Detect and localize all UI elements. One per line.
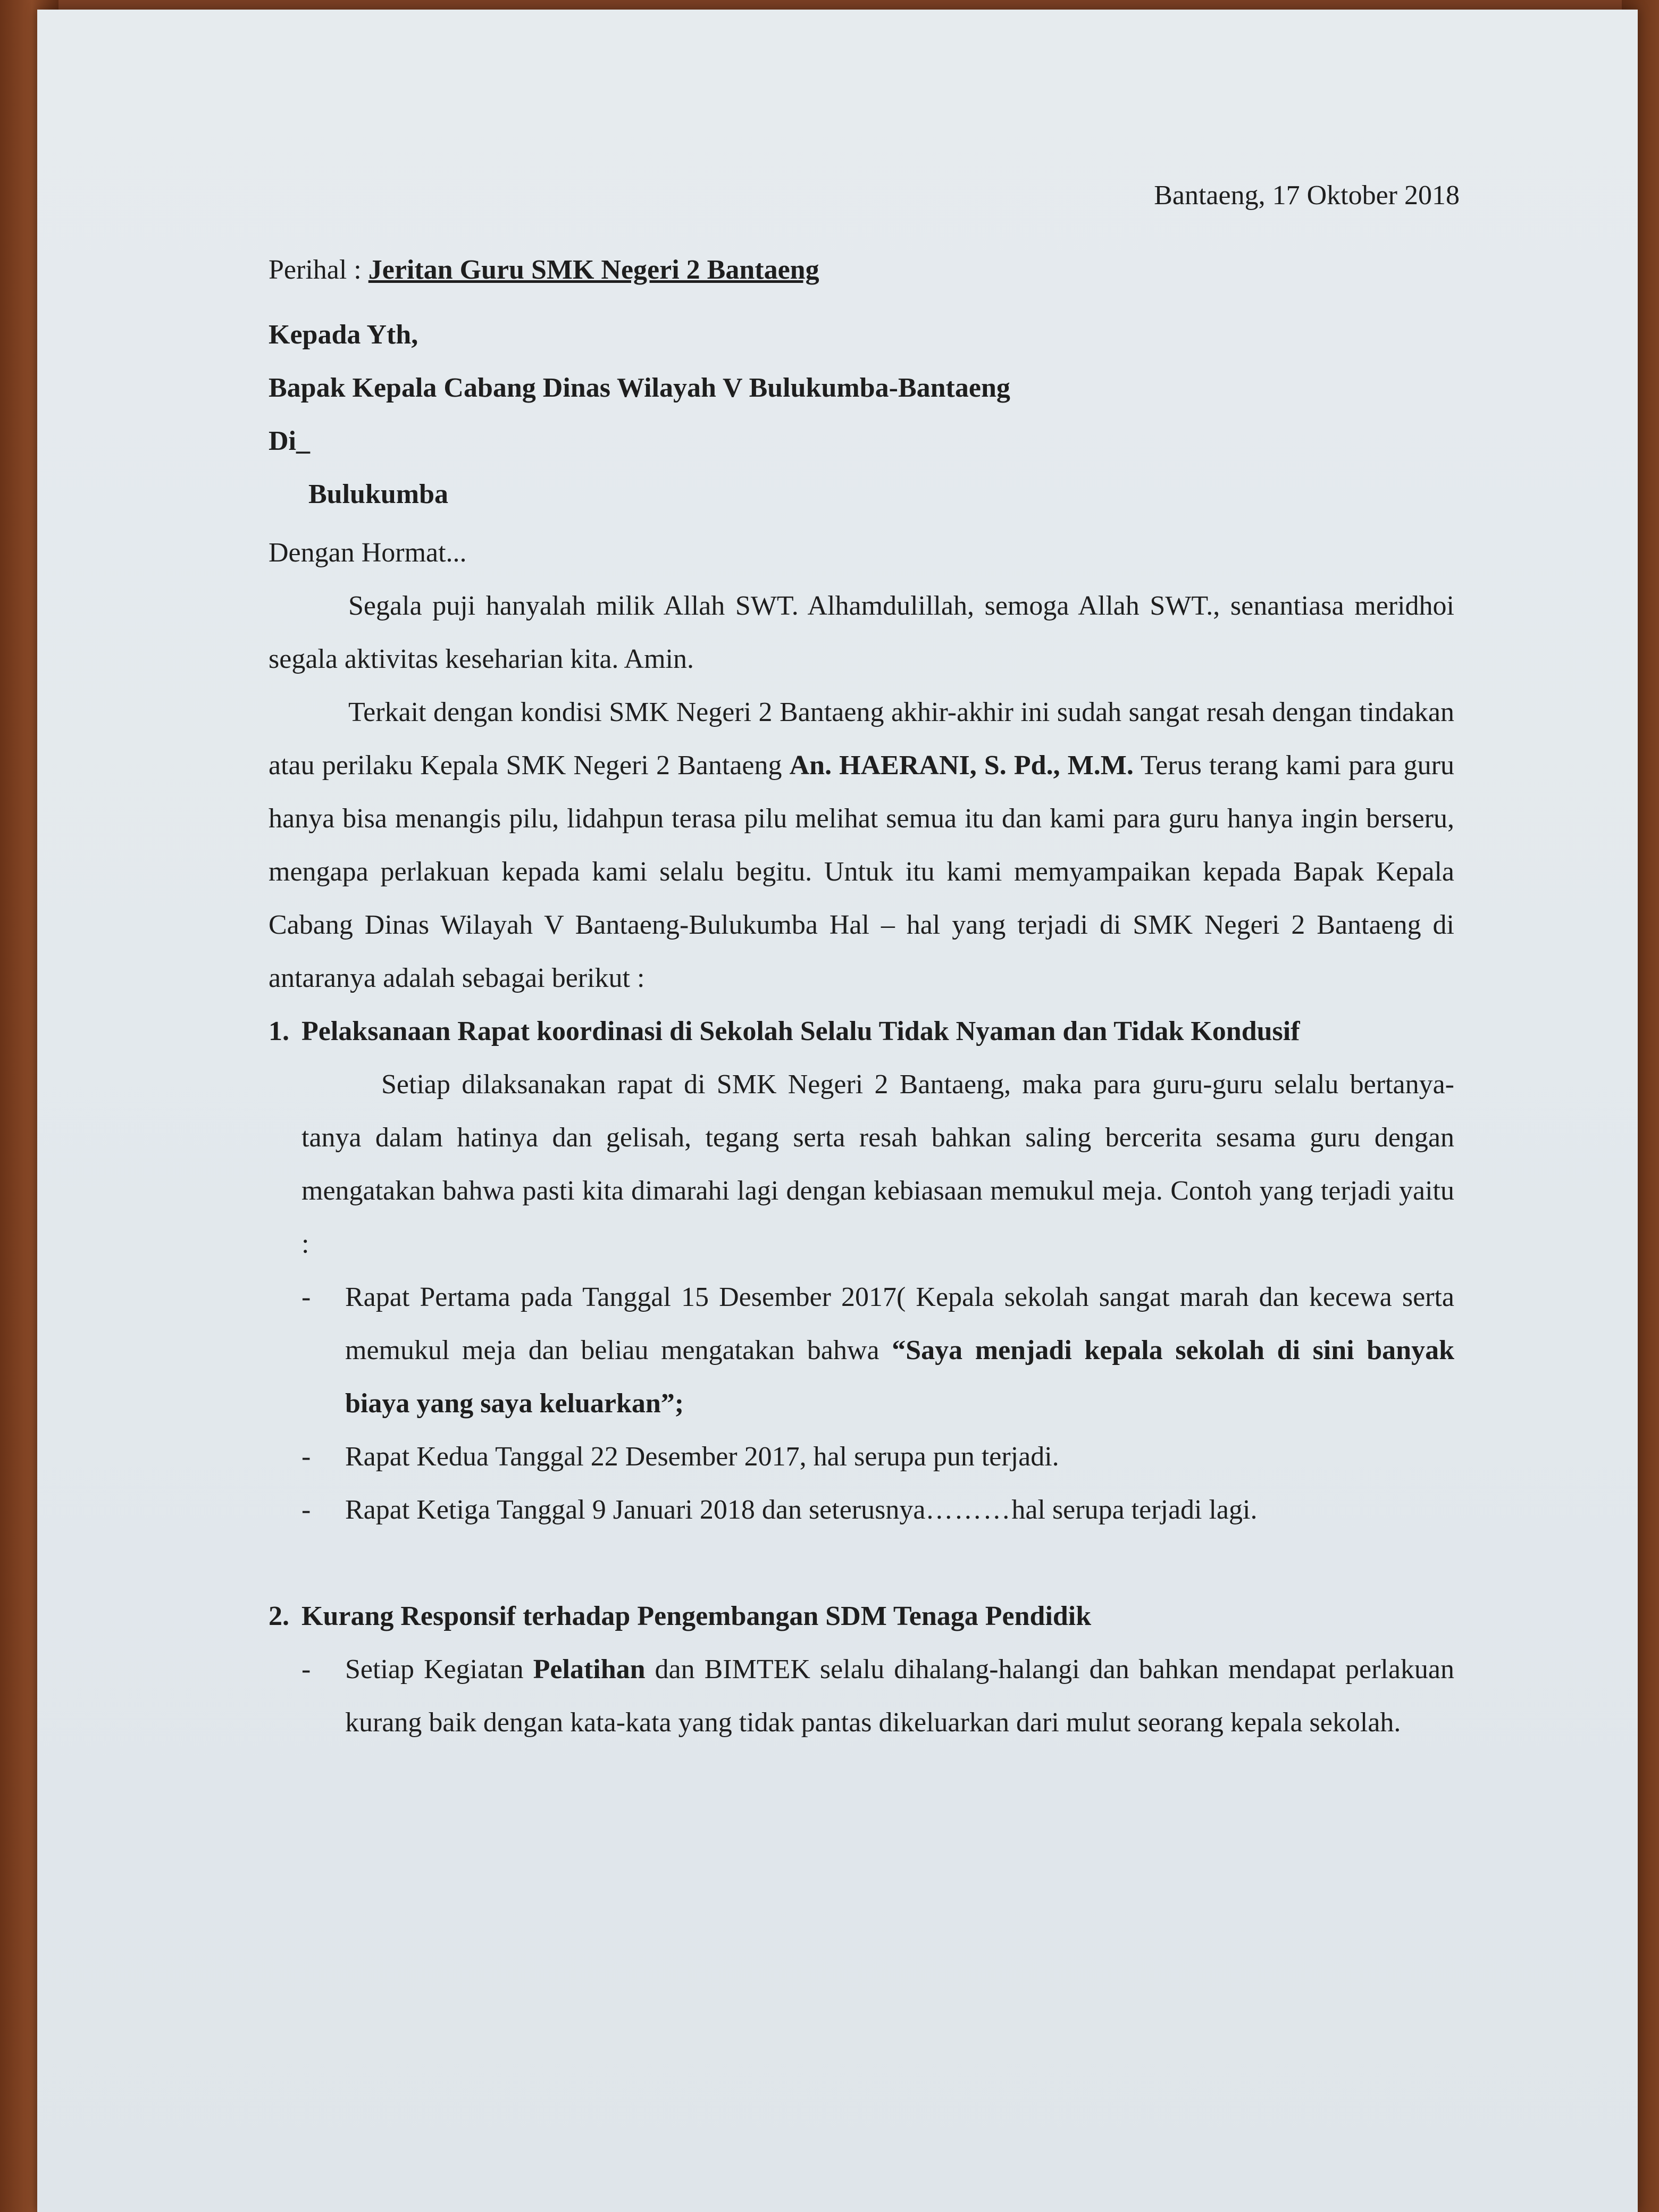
section-1-number: 1.	[269, 1016, 289, 1046]
perihal-line	[269, 244, 1454, 297]
letter-content	[269, 169, 1460, 1749]
context-paragraph	[269, 686, 1454, 1005]
bullet-2-text: Rapat Kedua Tanggal 22 Desember 2017, hal serupa pun terjadi.	[345, 1442, 1059, 1472]
section-2-bullet-bold: Pelatihan	[533, 1654, 646, 1685]
recipient-line-1: Kepada Yth,	[269, 320, 418, 350]
bullet-3-text-2: hal serupa terjadi lagi.	[1011, 1495, 1258, 1525]
bullet-dash: -	[301, 1442, 311, 1472]
section-1-bullet-3	[301, 1484, 1454, 1537]
letter-paper	[37, 10, 1638, 2212]
principal-name: An. HAERANI, S. Pd., M.M.	[789, 750, 1134, 781]
section-1-bullet-2	[301, 1430, 1454, 1484]
section-1-title: Pelaksanaan Rapat koordinasi di Sekolah Selalu Tidak Nyaman dan Tidak Kondusif	[301, 1016, 1300, 1046]
section-2-heading	[269, 1590, 1454, 1643]
opening-paragraph: Segala puji hanyalah milik Allah SWT. Alhamdulillah, semoga Allah SWT., senantiasa meridhoi segala aktivitas keseharian kita. Amin.	[269, 591, 1454, 674]
section-2-bullet-text-2: dan BIMTEK selalu dihalang-halangi dan bahkan mendapat perlakuan kurang baik dengan kata-kata yang tidak pantas dikeluarkan dari mulut seorang kepala sekolah.	[345, 1654, 1454, 1738]
section-1-paragraph: Setiap dilaksanakan rapat di SMK Negeri 2 Bantaeng, maka para guru-guru selalu bertanya-tanya dalam hatinya dan gelisah, tegang serta resah bahkan saling bercerita sesama guru dengan mengatakan bahwa pasti kita dimarahi lagi dengan kebiasaan memukul meja. Contoh yang terjadi yaitu :	[301, 1069, 1454, 1259]
bullet-1-quote: “Saya menjadi kepala sekolah di sini banyak biaya yang saya keluarkan”;	[345, 1335, 1454, 1419]
section-2-bullet-1	[301, 1643, 1454, 1749]
bullet-3-ellipsis: ………	[925, 1495, 1012, 1525]
perihal-title: Jeritan Guru SMK Negeri 2 Bantaeng	[368, 255, 819, 285]
salutation: Dengan Hormat...	[269, 538, 467, 568]
recipient-city: Bulukumba	[308, 479, 449, 509]
section-2-body	[269, 1643, 1454, 1749]
bullet-dash: -	[301, 1654, 311, 1685]
recipient-line-2: Bapak Kepala Cabang Dinas Wilayah V Bulukumba-Bantaeng	[269, 373, 1010, 403]
bullet-dash: -	[301, 1495, 311, 1525]
section-1-body	[269, 1058, 1454, 1537]
section-1-bullet-1	[301, 1271, 1454, 1430]
section-1-heading	[269, 1005, 1454, 1058]
section-2-title: Kurang Responsif terhadap Pengembangan SDM Tenaga Pendidik	[301, 1601, 1092, 1631]
section-gap	[269, 1537, 1454, 1590]
recipient-line-3: Di_	[269, 426, 310, 456]
recipient-block	[269, 308, 1454, 521]
bullet-1-text: Rapat Pertama pada Tanggal 15 Desember 2017( Kepala sekolah sangat marah dan kecewa serta memukul meja dan beliau mengatakan bahwa	[345, 1282, 1454, 1365]
bullet-text	[345, 1643, 1454, 1749]
section-2-number: 2.	[269, 1601, 289, 1631]
perihal-label: Perihal :	[269, 255, 368, 285]
context-text-1: Terkait dengan kondisi SMK Negeri 2 Bantaeng akhir-akhir ini sudah sangat resah dengan tindakan atau perilaku Kepala SMK Negeri 2 Bantaeng	[269, 697, 1454, 781]
bullet-dash: -	[301, 1282, 311, 1312]
bullet-text	[345, 1484, 1454, 1537]
bullet-text	[345, 1271, 1454, 1430]
letter-date: Bantaeng, 17 Oktober 2018	[1154, 180, 1460, 211]
context-text-2: Terus terang kami para guru hanya bisa menangis pilu, lidahpun terasa pilu melihat semua itu dan kami para guru hanya ingin berseru, mengapa perlakuan kepada kami selalu begitu. Untuk itu kami memyampaikan kepada Bapak Kepala Cabang Dinas Wilayah V Bantaeng-Bulukumba Hal – hal yang terjadi di SMK Negeri 2 Bantaeng di antaranya adalah sebagai berikut :	[269, 750, 1454, 993]
section-2-bullet-text-1: Setiap Kegiatan	[345, 1654, 533, 1685]
bullet-3-text-1: Rapat Ketiga Tanggal 9 Januari 2018 dan seterusnya	[345, 1495, 926, 1525]
